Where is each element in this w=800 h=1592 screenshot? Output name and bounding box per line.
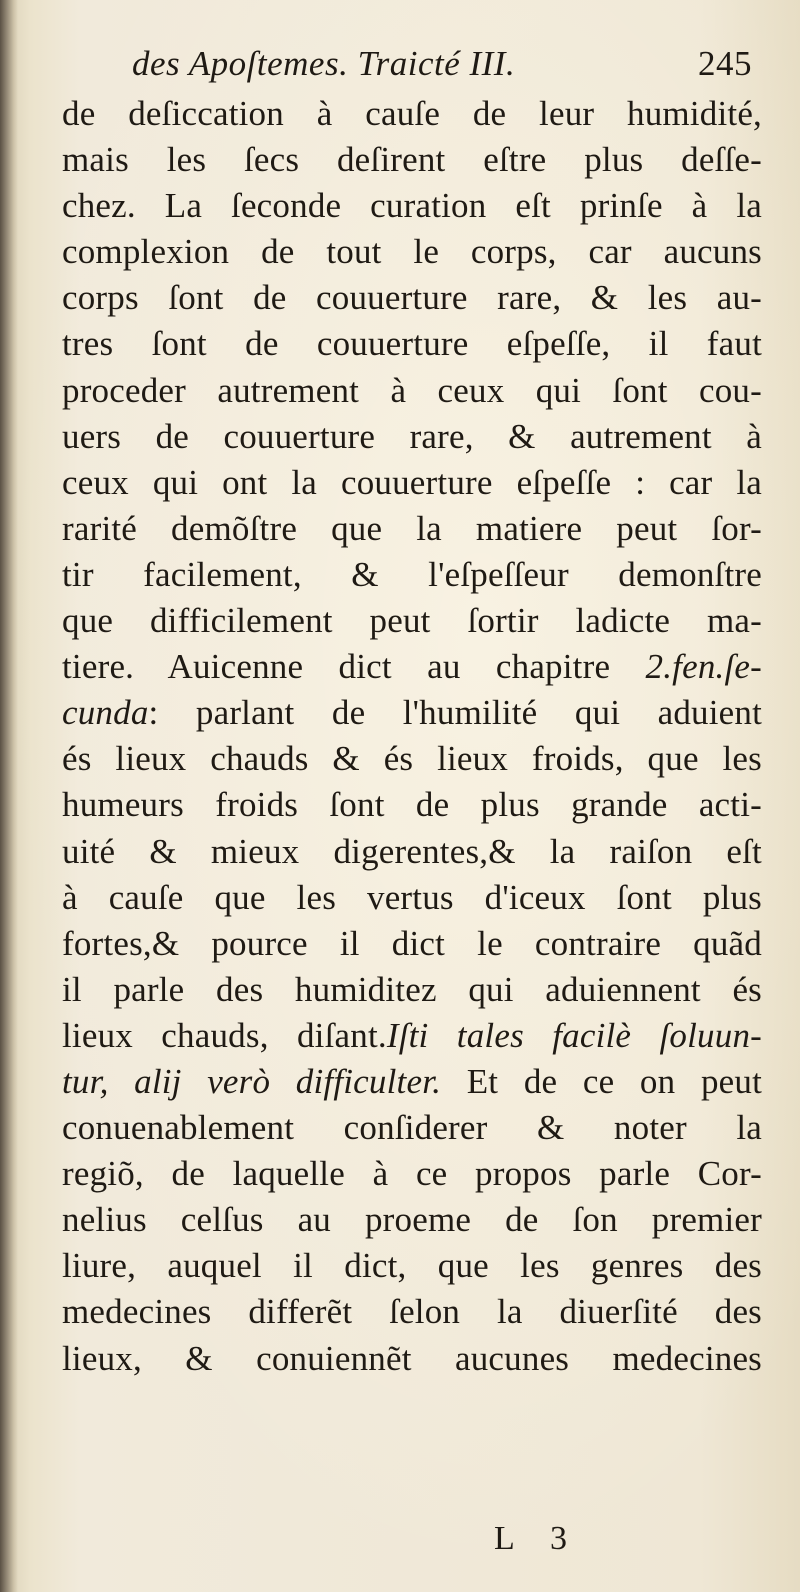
text-line: proceder autrement à ceux qui ſont cou- bbox=[62, 370, 762, 410]
page-gutter bbox=[0, 0, 18, 1592]
text-line: de deſiccation à cauſe de leur humidité, bbox=[62, 94, 762, 133]
text-line: tir facilement, & l'eſpeſſeur demonſtre bbox=[62, 554, 762, 594]
text-line: rarité demõſtre que la matiere peut ſor- bbox=[62, 508, 762, 548]
text-line: cunda: parlant de l'humilité qui aduient bbox=[62, 693, 762, 733]
text-line: à cauſe que les vertus d'iceux ſont plus bbox=[62, 877, 762, 917]
text-line: uité & mieux digerentes,& la raiſon eſt bbox=[62, 831, 762, 871]
text-line: nelius celſus au proeme de ſon premier bbox=[62, 1200, 762, 1240]
text-line: chez. La ſeconde curation eſt prinſe à la bbox=[62, 186, 762, 226]
text-line: és lieux chauds & és lieux froids, que les bbox=[62, 739, 762, 779]
text-line: mais les ſecs deſirent eſtre plus deſſe- bbox=[62, 140, 762, 180]
text-line: complexion de tout le corps, car aucuns bbox=[62, 232, 762, 272]
text-line: tiere. Auicenne dict au chapitre 2.fen.ſe- bbox=[62, 647, 762, 687]
text-line: corps ſont de couuerture rare, & les au- bbox=[62, 278, 762, 318]
signature-mark: L 3 bbox=[494, 1520, 582, 1557]
body-text bbox=[62, 91, 762, 1382]
text-line: lieux, & conuiennẽt aucunes medecines bbox=[62, 1338, 762, 1378]
running-head-title: des Apoſtemes. Traicté III. bbox=[132, 44, 516, 83]
running-head bbox=[132, 44, 752, 90]
text-line: tur, alij verò difficulter. Et de ce on peut bbox=[62, 1061, 762, 1101]
page-number: 245 bbox=[698, 44, 752, 83]
text-line: liure, auquel il dict, que les genres des bbox=[62, 1246, 762, 1286]
text-line: uers de couuerture rare, & autrement à bbox=[62, 416, 762, 456]
text-line: lieux chauds, diſant.Iſti tales facilè ſoluun- bbox=[62, 1015, 762, 1055]
text-line: regiõ, de laquelle à ce propos parle Cor- bbox=[62, 1154, 762, 1194]
text-line: fortes,& pource il dict le contraire quãd bbox=[62, 923, 762, 963]
text-line: que difficilement peut ſortir ladicte ma- bbox=[62, 601, 762, 641]
text-line: tres ſont de couuerture eſpeſſe, il faut bbox=[62, 324, 762, 364]
text-line: medecines differẽt ſelon la diuerſité des bbox=[62, 1292, 762, 1332]
text-line: humeurs froids ſont de plus grande acti- bbox=[62, 785, 762, 825]
text-line: il parle des humiditez qui aduiennent és bbox=[62, 969, 762, 1009]
text-line: conuenablement conſiderer & noter la bbox=[62, 1108, 762, 1148]
text-line: ceux qui ont la couuerture eſpeſſe : car la bbox=[62, 462, 762, 502]
